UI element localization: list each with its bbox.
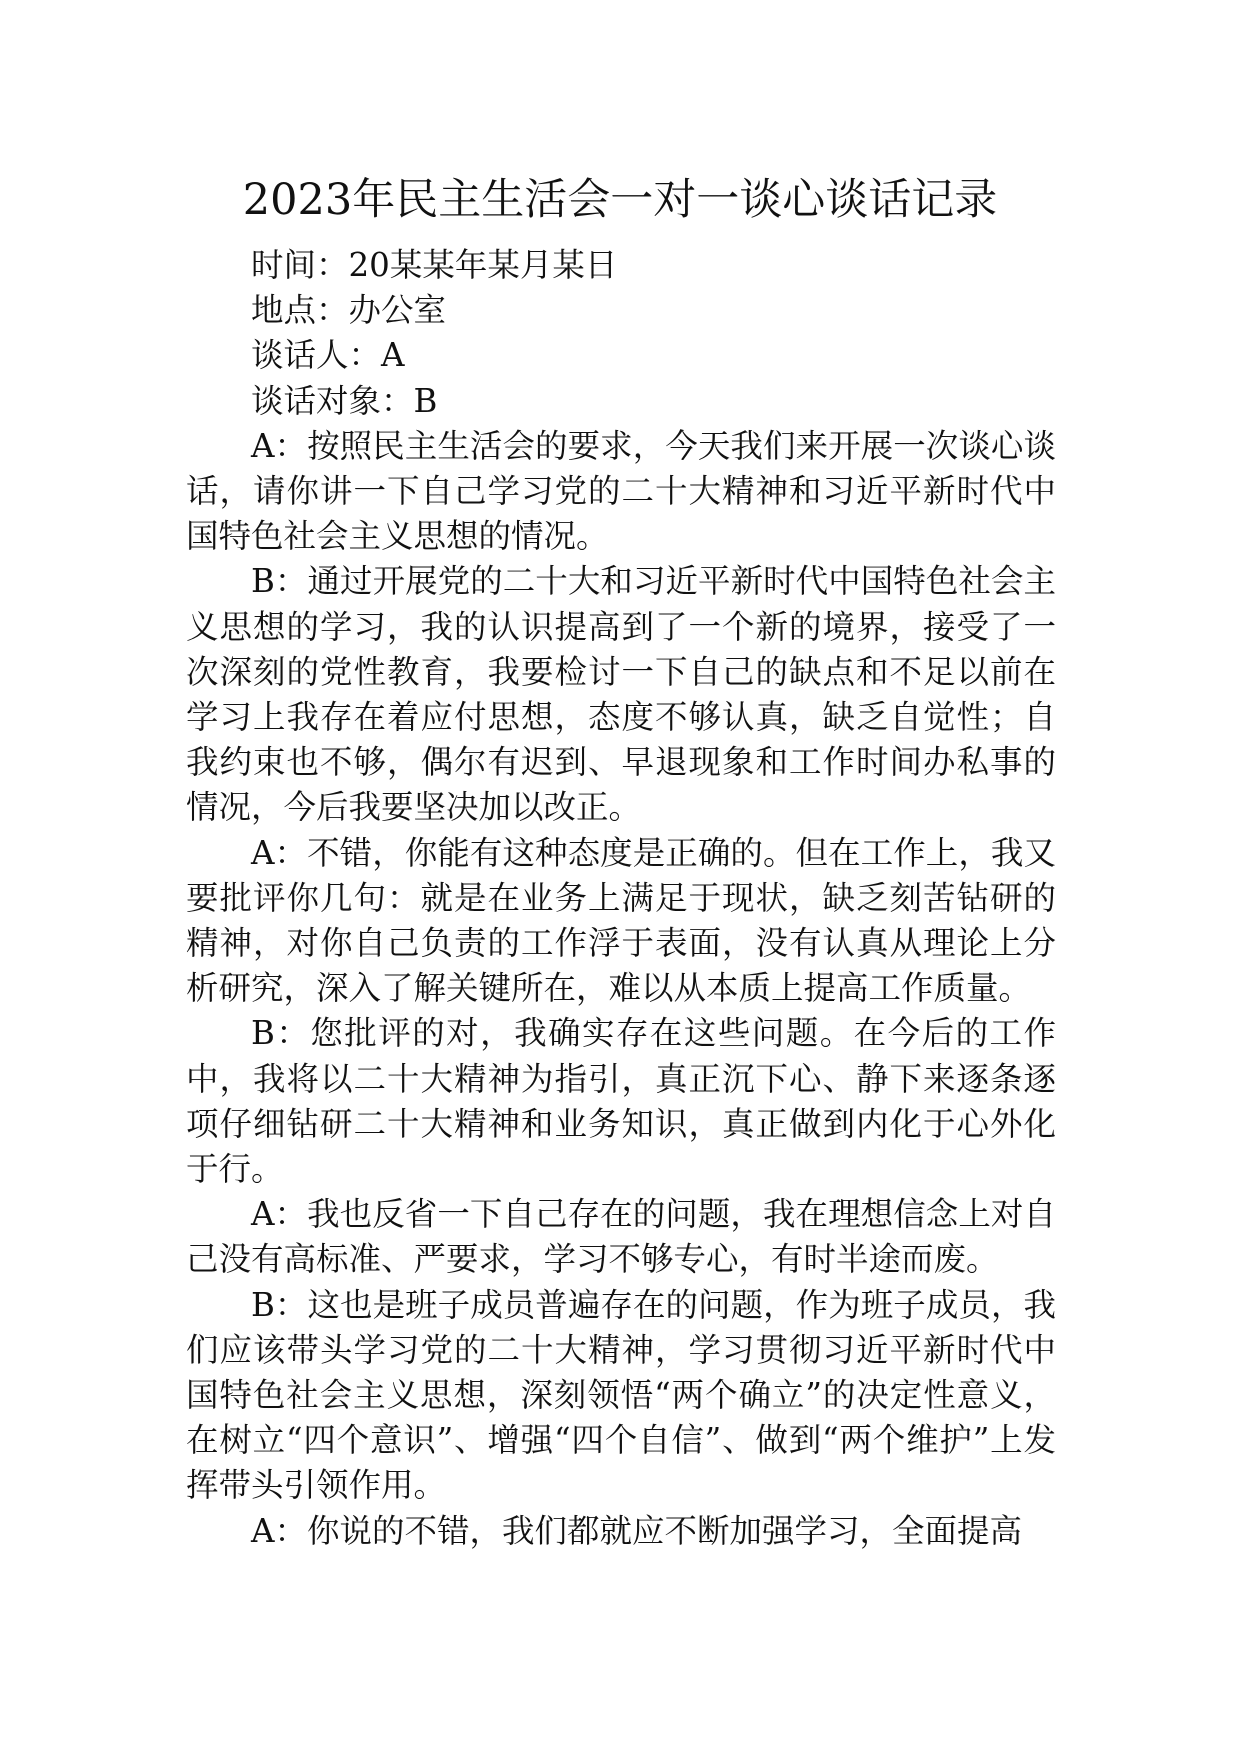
- meeting-speaker: 谈话人：A: [251, 336, 405, 375]
- document-body: [186, 243, 1056, 1554]
- dialogue-paragraph: A：我也反省一下自己存在的问题，我在理想信念上对自己没有高标准、严要求，学习不够专心，有时半途而废。: [186, 1195, 1056, 1279]
- meeting-place: 地点：办公室: [251, 291, 447, 330]
- document-title: 2023年民主生活会一对一谈心谈话记录: [242, 175, 998, 225]
- meeting-target: 谈话对象：B: [251, 381, 438, 420]
- dialogue-paragraph: A：不错，你能有这种态度是正确的。但在工作上，我又要批评你几句：就是在业务上满足于现状，缺乏刻苦钻研的精神，对你自己负责的工作浮于表面，没有认真从理论上分析研究，深入了解关键所在，难以从本质上提高工作质量。: [186, 833, 1056, 1008]
- dialogue-paragraph: A：你说的不错，我们都就应不断加强学习，全面提高: [251, 1511, 1022, 1550]
- dialogue-paragraph: B：通过开展党的二十大和习近平新时代中国特色社会主义思想的学习，我的认识提高到了一个新的境界，接受了一次深刻的党性教育，我要检讨一下自己的缺点和不足以前在学习上我存在着应付思想，态度不够认真，缺乏自觉性；自我约束也不够，偶尔有迟到、早退现象和工作时间办私事的情况，今后我要坚决加以改正。: [186, 562, 1056, 827]
- dialogue-paragraph: A：按照民主生活会的要求，今天我们来开展一次谈心谈话，请你讲一下自己学习党的二十大精神和习近平新时代中国特色社会主义思想的情况。: [186, 426, 1056, 556]
- dialogue-paragraph: B：这也是班子成员普遍存在的问题，作为班子成员，我们应该带头学习党的二十大精神，学习贯彻习近平新时代中国特色社会主义思想，深刻领悟“两个确立”的决定性意义，在树立“四个意识”、增强“四个自信”、做到“两个维护”上发挥带头引领作用。: [186, 1285, 1056, 1505]
- dialogue-paragraph: B：您批评的对，我确实存在这些问题。在今后的工作中，我将以二十大精神为指引，真正沉下心、静下来逐条逐项仔细钻研二十大精神和业务知识，真正做到内化于心外化于行。: [186, 1014, 1056, 1189]
- meeting-time: 时间：20某某年某月某日: [251, 246, 618, 284]
